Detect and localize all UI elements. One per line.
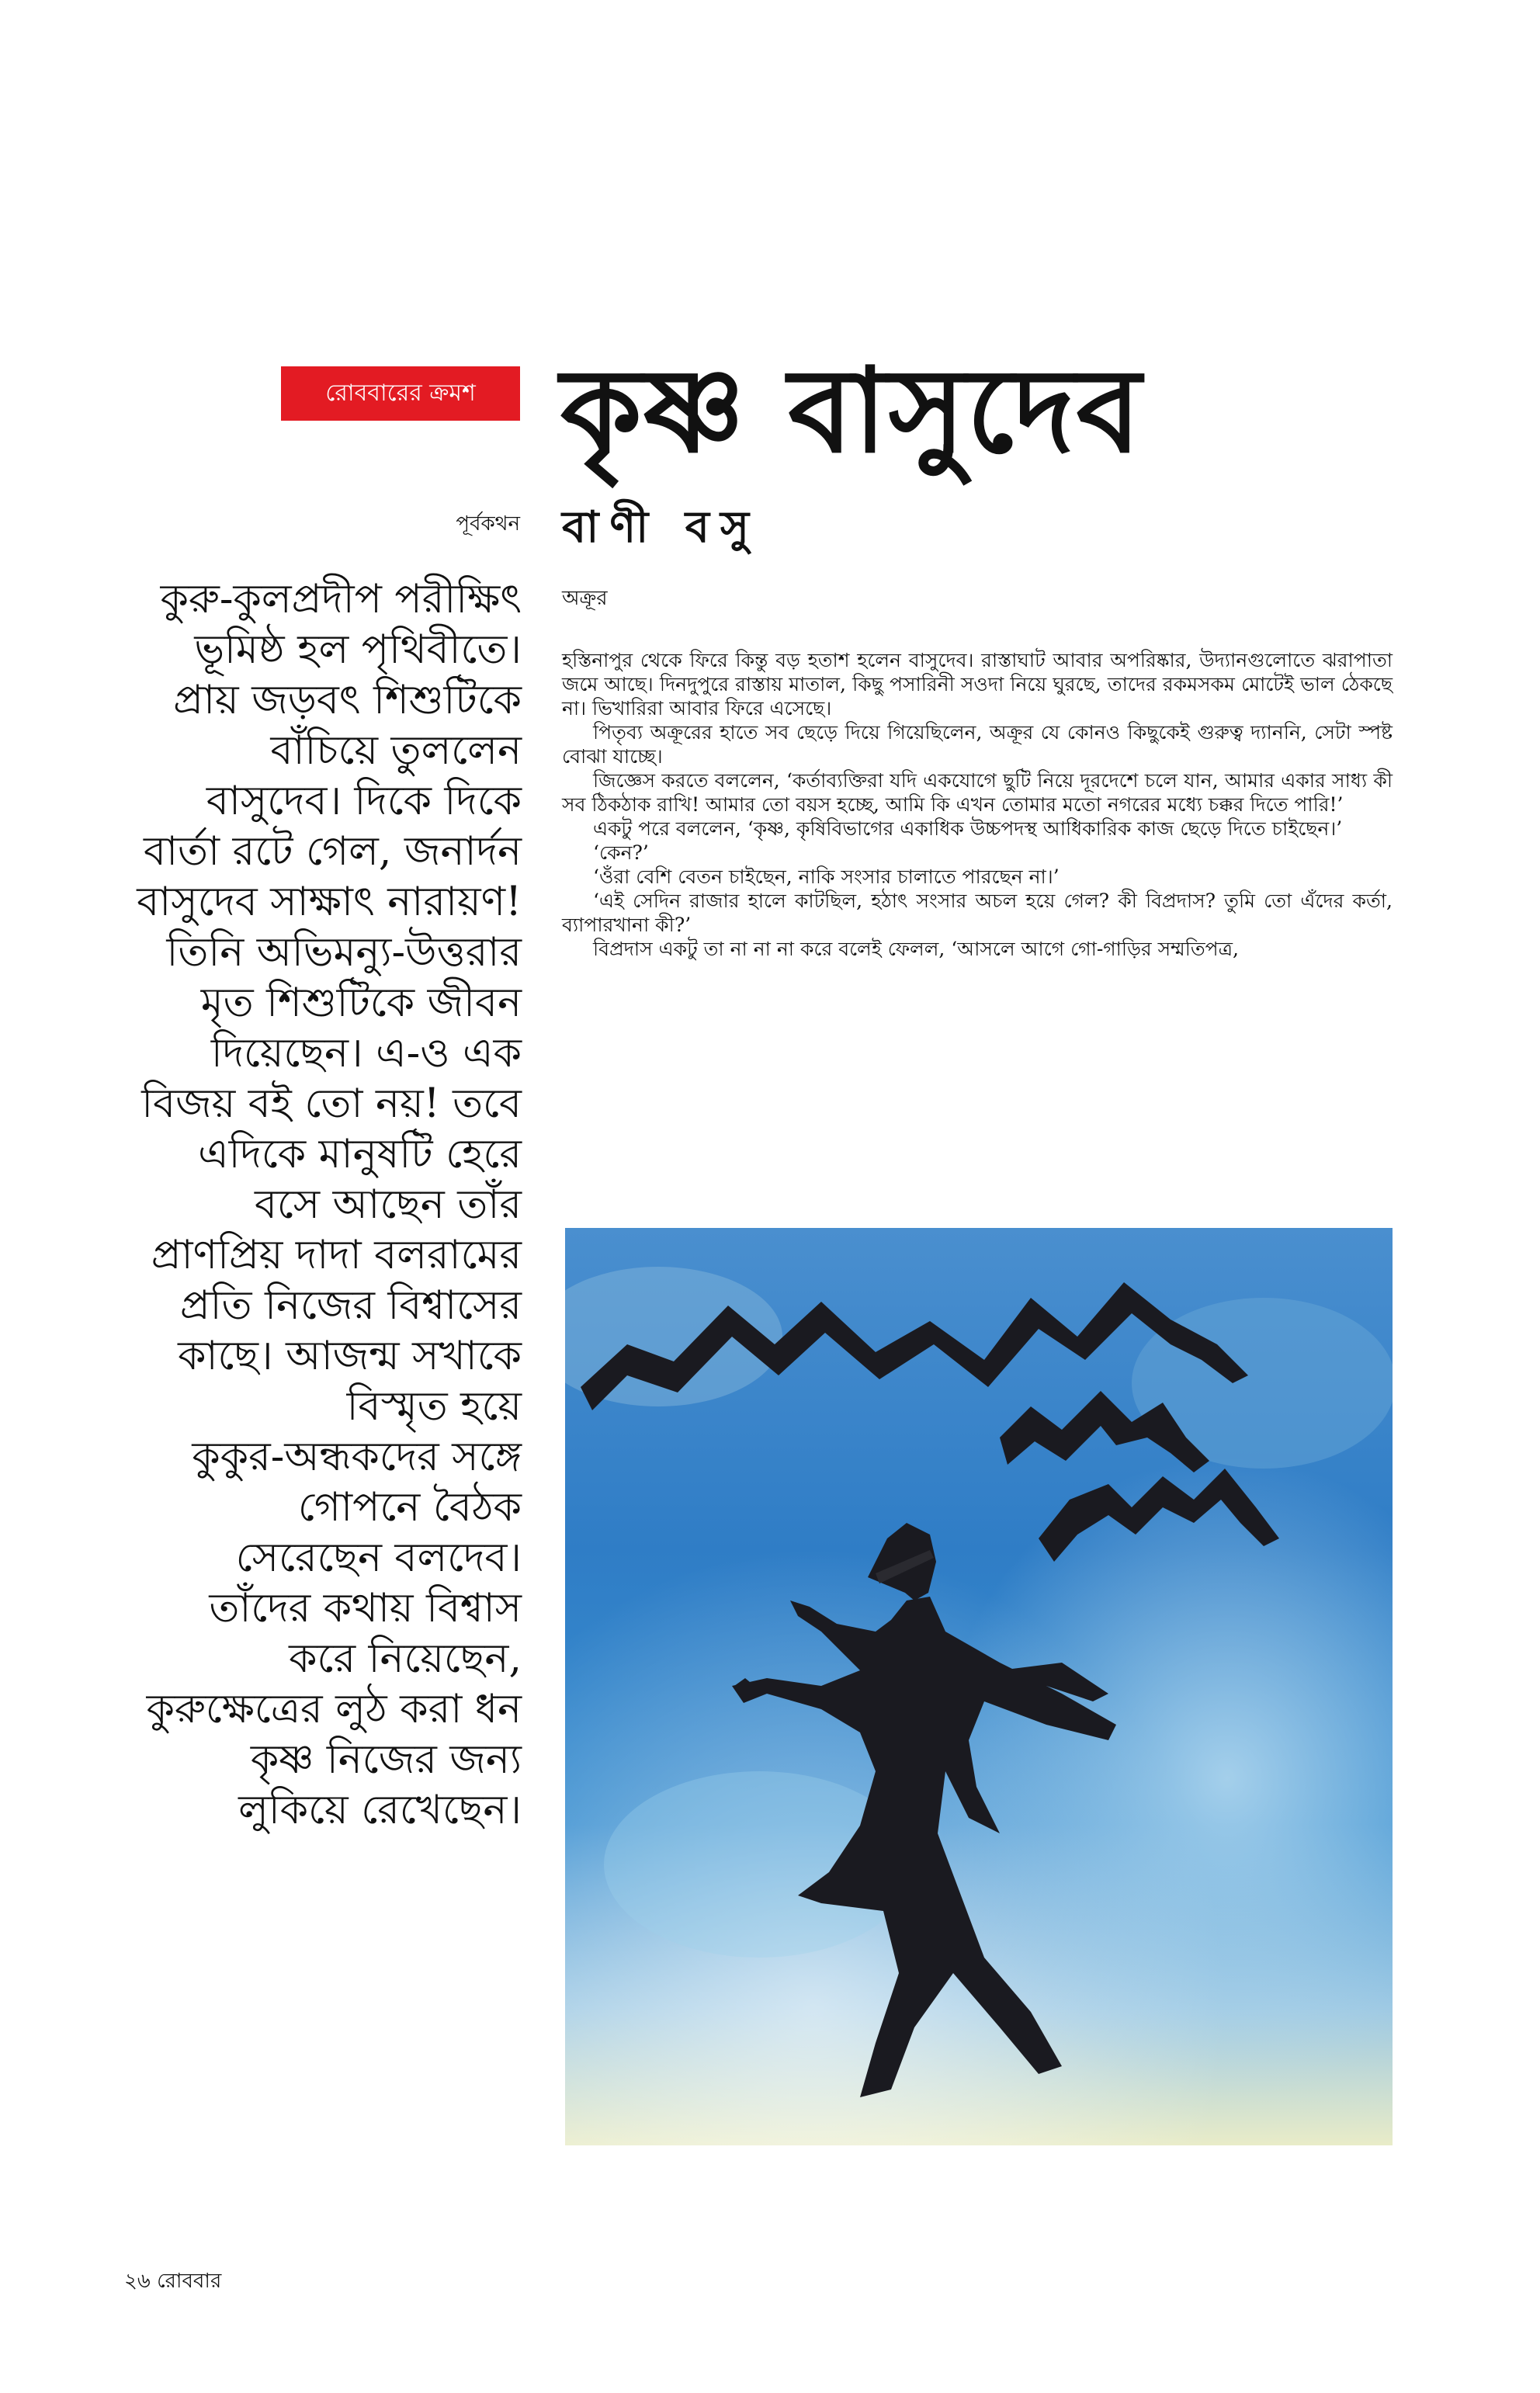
section-heading: অক্রূর <box>562 587 608 610</box>
page-folio: ২৬ রোববার <box>124 2270 222 2293</box>
story-illustration <box>565 1228 1393 2145</box>
body-paragraph: ‘কেন?’ <box>593 841 649 864</box>
recap-line: বাসুদেব। দিকে দিকে <box>206 778 522 824</box>
recap-line: কাছে। আজন্ম সখাকে <box>178 1333 522 1379</box>
recap-line: কুরুক্ষেত্রের লুঠ করা ধন <box>146 1686 522 1732</box>
recap-line: দিয়েছেন। এ-ও এক <box>210 1030 522 1077</box>
body-paragraph: ‘এই সেদিন রাজার হালে কাটছিল, হঠাৎ সংসার অচল হয়ে গেল? কী বিপ্রদাস? তুমি তো এঁদের কর্তা, ব্যাপারখানা কী?’ <box>562 890 1393 936</box>
recap-line: বসে আছেন তাঁর <box>254 1181 522 1228</box>
recap-label: পূর্বকথন <box>456 512 520 536</box>
recap-line: মৃত শিশুটিকে জীবন <box>200 980 522 1026</box>
author-name: বাণী বসু <box>562 502 760 553</box>
recap-line: প্রতি নিজের বিশ্বাসের <box>179 1282 522 1329</box>
recap-line: করে নিয়েছেন, <box>289 1635 522 1682</box>
body-paragraph: বিপ্রদাস একটু তা না না না করে বলেই ফেলল, ‘আসলে আগে গো-গাড়ির সম্মতিপত্র, <box>593 938 1239 960</box>
series-badge: রোববারের ক্রমশ <box>281 366 520 421</box>
body-paragraph: একটু পরে বললেন, ‘কৃষ্ণ, কৃষিবিভাগের একাধিক উচ্চপদস্থ আধিকারিক কাজ ছেড়ে দিতে চাইছেন।’ <box>593 817 1343 840</box>
recap-line: প্রাণপ্রিয় দাদা বলরামের <box>151 1232 522 1278</box>
body-paragraph: ‘ওঁরা বেশি বেতন চাইছেন, নাকি সংসার চালাতে পারছেন না।’ <box>593 865 1060 888</box>
recap-line: বাঁচিয়ে তুললেন <box>270 727 522 774</box>
body-paragraph: হস্তিনাপুর থেকে ফিরে কিন্তু বড় হতাশ হলেন বাসুদেব। রাস্তাঘাট আবার অপরিষ্কার, উদ্যানগুলোতে ঝরাপাতা জমে আছে। দিনদুপুরে রাস্তায় মাতাল, কিছু পসারিনী সওদা নিয়ে ঘুরছে, তাদের রকমসকম মোটেই ভাল ঠেকছে না। ভিখারিরা আবার ফিরে এসেছে। <box>562 649 1393 720</box>
story-body <box>562 648 1393 961</box>
recap-line: সেরেছেন বলদেব। <box>235 1535 522 1581</box>
recap-line: এদিকে মানুষটি হেরে <box>198 1131 522 1177</box>
illustration-svg <box>565 1228 1393 2145</box>
recap-line: বার্তা রটে গেল, জনার্দন <box>144 828 522 875</box>
recap-line: বাসুদেব সাক্ষাৎ নারায়ণ! <box>137 879 522 925</box>
recap-line: বিস্মৃত হয়ে <box>346 1383 522 1430</box>
body-paragraph: জিজ্ঞেস করতে বললেন, ‘কর্তাব্যক্তিরা যদি একযোগে ছুটি নিয়ে দূরদেশে চলে যান, আমার একার সাধ্য কী সব ঠিকঠাক রাখি! আমার তো বয়স হচ্ছে, আমি কি এখন তোমার মতো নগরের মধ্যে চক্কর দিতে পারি!’ <box>562 769 1393 816</box>
body-paragraph: পিতৃব্য অক্রূরের হাতে সব ছেড়ে দিয়ে গিয়েছিলেন, অক্রূর যে কোনও কিছুকেই গুরুত্ব দ্যাননি, সেটা স্পষ্ট বোঝা যাচ্ছে। <box>562 721 1393 768</box>
recap-line: কৃষ্ণ নিজের জন্য <box>250 1736 522 1783</box>
recap-line: তাঁদের কথায় বিশ্বাস <box>209 1585 522 1632</box>
recap-line: বিজয় বই তো নয়! তবে <box>141 1080 522 1127</box>
recap-line: লুকিয়ে রেখেছেন। <box>238 1787 522 1833</box>
recap-line: ভূমিষ্ঠ হল পৃথিবীতে। <box>194 626 522 673</box>
recap-line: গোপনে বৈঠক <box>297 1484 522 1531</box>
recap-line: তিনি অভিমন্যু-উত্তরার <box>166 929 522 976</box>
recap-line: কুরু-কুলপ্রদীপ পরীক্ষিৎ <box>160 576 522 623</box>
recap-line: প্রায় জড়বৎ শিশুটিকে <box>173 677 522 723</box>
recap-line: কুকুর-অন্ধকদের সঙ্গে <box>192 1434 522 1480</box>
story-title: কৃষ্ণ বাসুদেব <box>560 344 1143 479</box>
recap-column <box>116 574 522 1836</box>
